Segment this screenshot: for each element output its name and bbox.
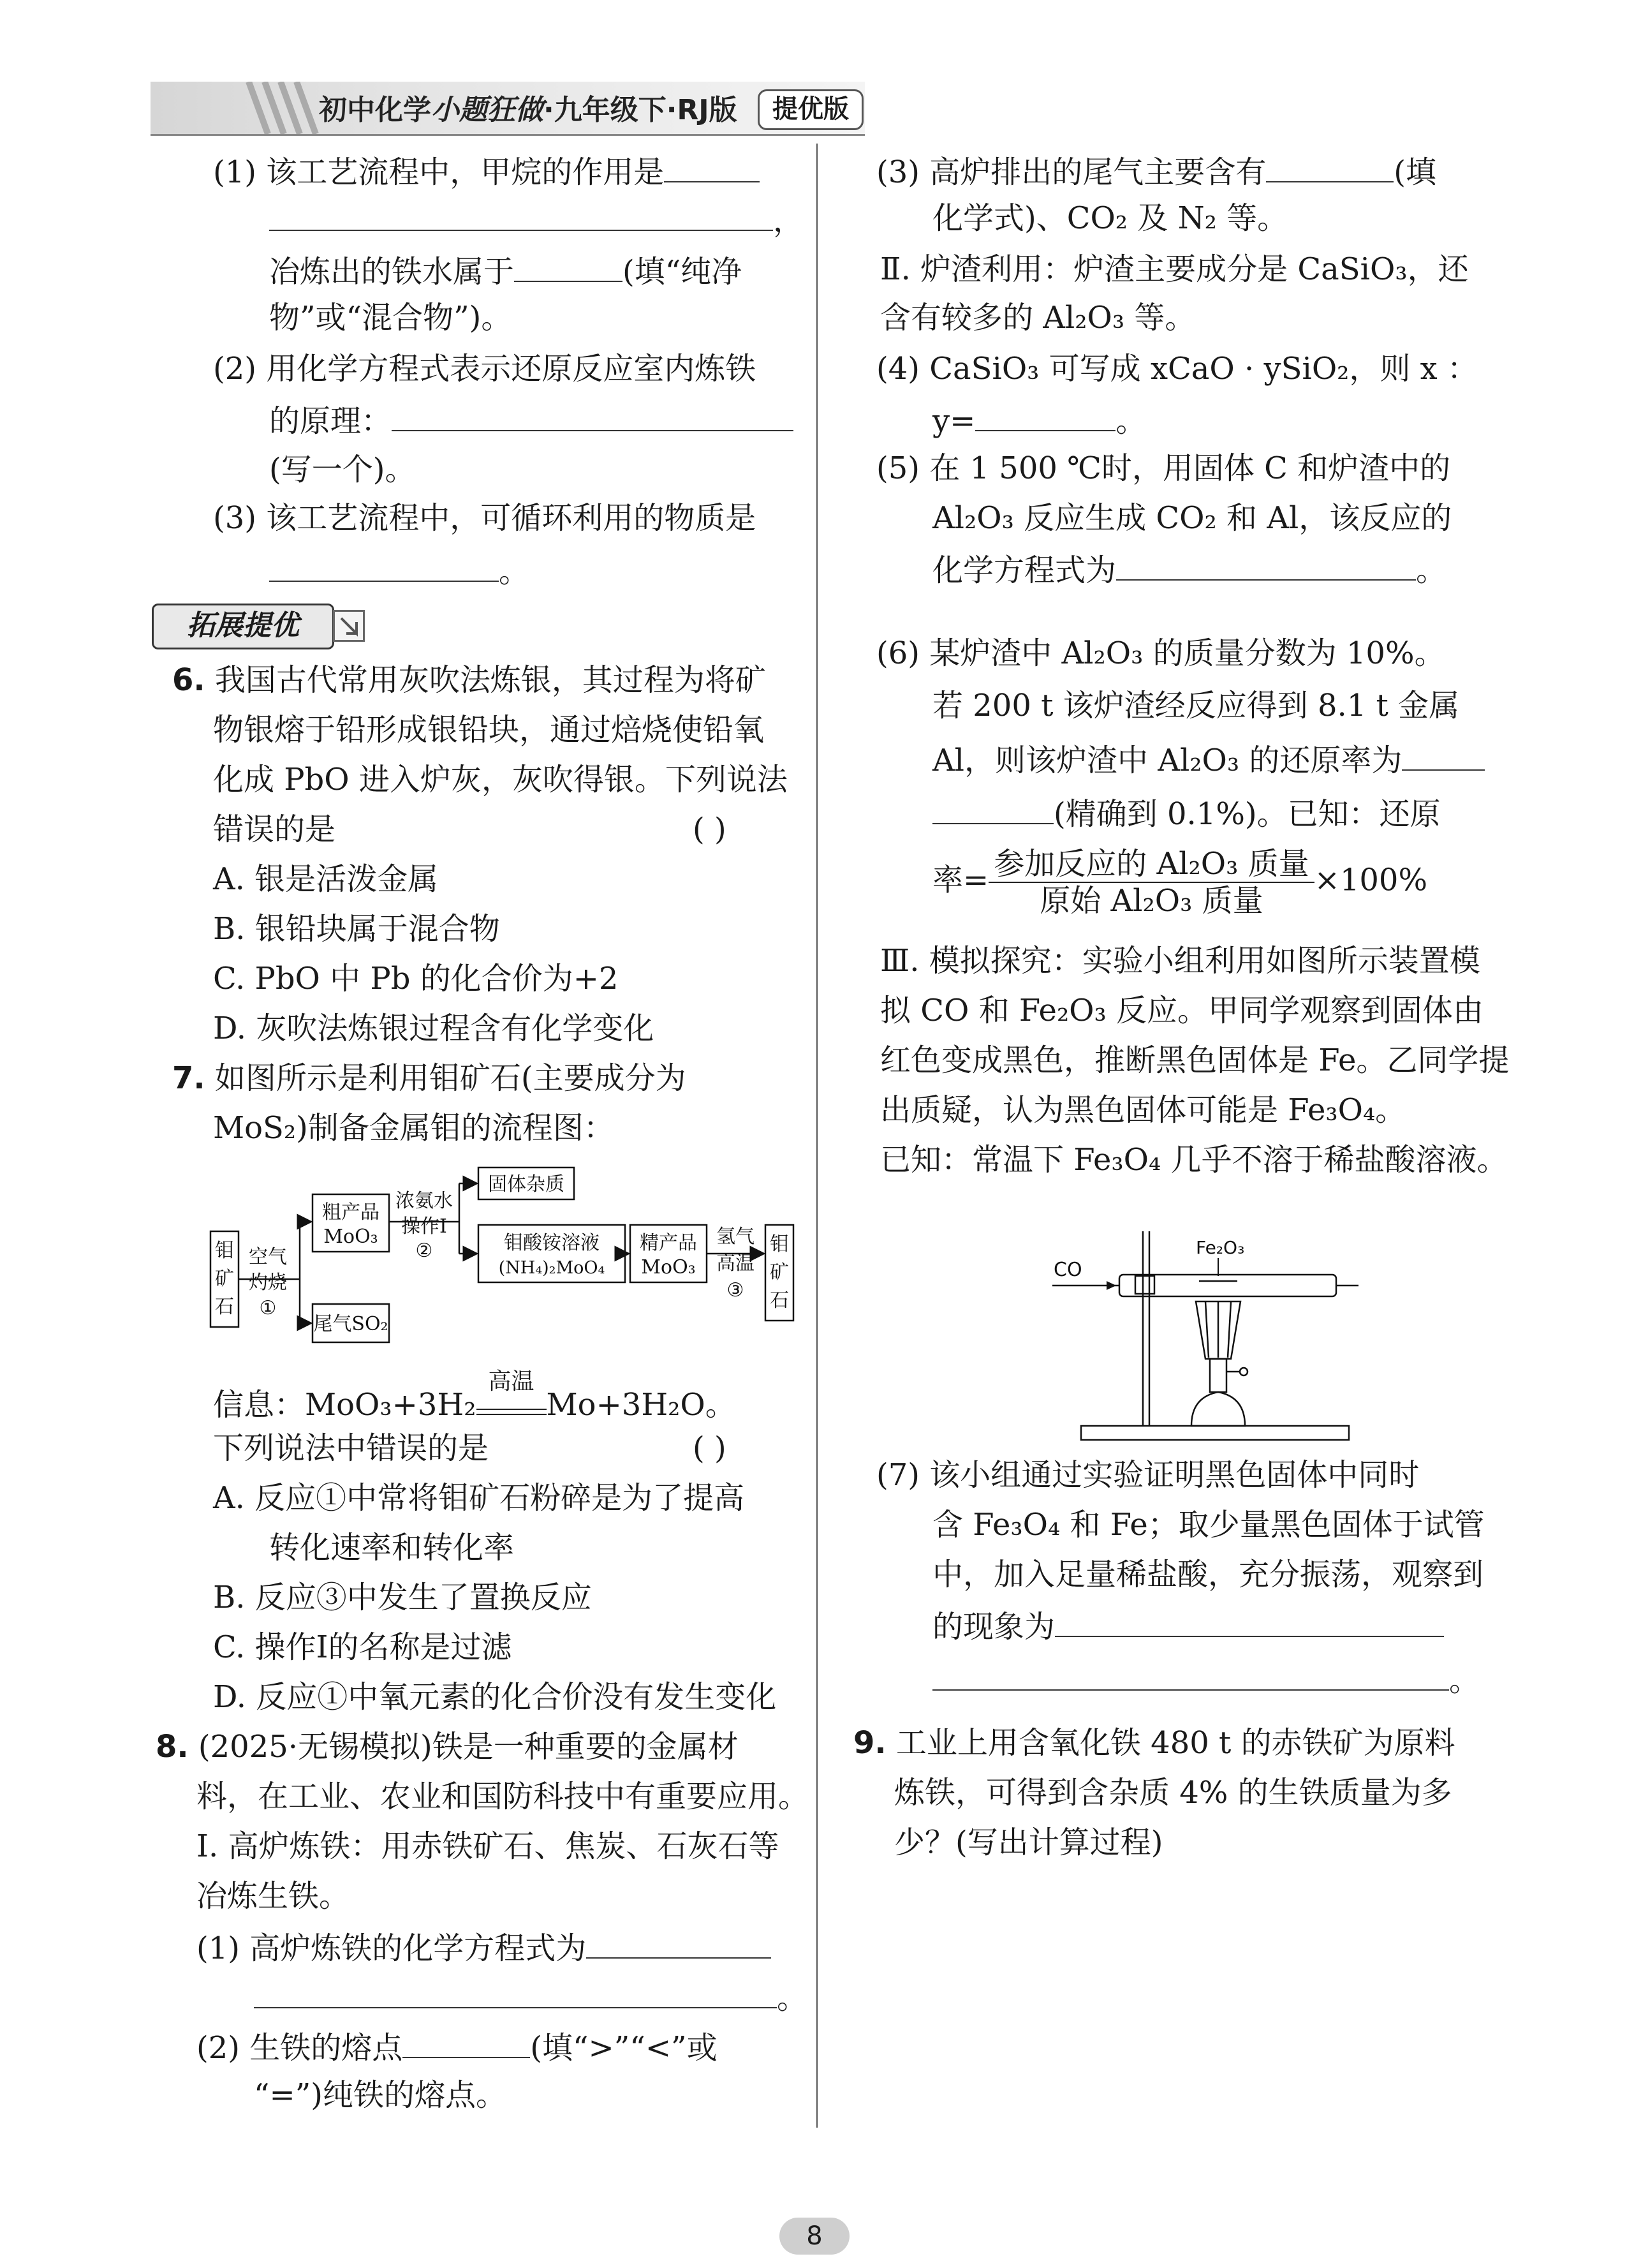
header-stripes-icon [242,82,319,134]
q8-part7-line5: 。 [932,1659,1480,1700]
flow-ore-text-3: 石 [215,1296,234,1318]
q7-option-a-line2: 转化速率和转化率 [269,1530,515,1566]
q8-section3-line1: Ⅲ. 模拟探究：实验小组利用如图所示装置模 [880,943,1480,979]
q8-line4: 冶炼生铁。 [196,1878,350,1914]
answer-blank[interactable] [1402,739,1485,771]
q8-part1-line1: (1) 高炉炼铁的化学方程式为 [196,1927,771,1968]
q8-section3-line3: 红色变成黑色，推断黑色固体是 Fe。乙同学提 [880,1042,1510,1078]
flow-step2-text-1: 浓氨水 [395,1190,453,1212]
flow-product-text-3: 石 [770,1289,789,1312]
flow-solution-text-2: (NH₄)₂MoO₄ [498,1258,605,1278]
q6-line2: 物银熔于铅形成银铅块，通过焙烧使铅氧 [213,712,765,748]
q5-part1-line3: 冶炼出的铁水属于 (填“纯净 [269,250,742,291]
co-reduction-apparatus [1046,1212,1454,1448]
q5-part1-line1: (1) 该工艺流程中，甲烷的作用是 [213,151,760,191]
q5-part1-line4: 物”或“混合物”)。 [269,300,512,336]
q8-part6-line4: (精确到 0.1%)。已知：还原 [932,792,1441,833]
q8-section2-line2: 含有较多的 Al₂O₃ 等。 [880,300,1196,336]
answer-blank[interactable] [392,399,793,431]
q8-section3-line4: 出质疑，认为黑色固体可能是 Fe₃O₄。 [880,1092,1406,1128]
q7-option-c: C. 操作Ⅰ的名称是过滤 [213,1629,512,1665]
q6-option-a: A. 银是活泼金属 [213,861,439,897]
flow-fine-text-1: 精产品 [640,1232,697,1254]
q7-line1: 7. 如图所示是利用钼矿石(主要成分为 [172,1060,686,1096]
q5-part2-line3: (写一个)。 [269,452,416,487]
answer-blank[interactable] [1055,1605,1444,1637]
flow-step3-text-2: 高温 [716,1252,755,1275]
q8-part4-line2: y= 。 [932,399,1146,440]
q6-option-b: B. 银铅块属于混合物 [213,911,500,947]
co-label: CO [1054,1259,1082,1281]
flow-solution-text-1: 钼酸铵溶液 [504,1232,600,1254]
flow-product-text-1: 钼 [770,1233,789,1256]
flow-step2-text-3: ② [415,1240,433,1262]
formula-numerator: 参加反应的 Al₂O₃ 质量 [989,846,1314,883]
q8-part1-line2: 。 [254,1976,807,2017]
answer-blank[interactable] [975,399,1115,431]
answer-blank[interactable] [664,151,760,182]
q8-part6-line3: Al，则该炉渣中 Al₂O₃ 的还原率为 [932,739,1485,780]
q8-section2-line1: Ⅱ. 炉渣利用：炉渣主要成分是 CaSiO₃，还 [880,251,1469,287]
q8-part2-line1: (2) 生铁的熔点 (填“>”“<”或 [196,2026,718,2067]
q6-line4: 错误的是 [213,812,336,847]
flow-gas-text: 尾气SO₂ [313,1313,388,1335]
q7-option-d: D. 反应①中氧元素的化合价没有发生变化 [213,1679,777,1715]
q8-part5-line2: Al₂O₃ 反应生成 CO₂ 和 Al，该反应的 [932,500,1452,536]
arrow-icon [333,610,365,642]
q5-part1-line2: ， [269,199,804,240]
q5-part3-line1: (3) 该工艺流程中，可循环利用的物质是 [213,500,756,536]
q8-line2: 料，在工业、农业和国防科技中有重要应用。 [196,1779,809,1814]
formula-denominator: 原始 Al₂O₃ 质量 [1040,883,1263,919]
molybdenum-flow-diagram [204,1161,804,1365]
q6-option-c: C. PbO 中 Pb 的化合价为+2 [213,961,619,997]
q7-line2: MoS₂)制备金属钼的流程图： [213,1110,614,1146]
answer-blank[interactable] [932,1659,1449,1691]
q6-answer-paren[interactable]: ( ) [693,812,726,847]
q8-part5-line3: 化学方程式为 。 [932,549,1447,589]
q8-part7-line4: 的现象为 [932,1605,1444,1646]
flow-step1-text-1: 空气 [249,1246,287,1268]
q8-part7-line3: 中，加入足量稀盐酸，充分振荡，观察到 [932,1557,1484,1592]
q6-option-d: D. 灰吹法炼银过程含有化学变化 [213,1011,654,1046]
answer-blank[interactable] [1266,151,1394,182]
flow-product-text-2: 矿 [770,1261,789,1284]
q8-part7-line1: (7) 该小组通过实验证明黑色固体中同时 [876,1457,1420,1493]
section-title: 拓展提优 [152,604,334,649]
edition-badge: 提优版 [758,89,864,130]
flow-impurity-text: 固体杂质 [488,1173,564,1196]
flow-crude-text-2: MoO₃ [323,1226,378,1248]
q8-part7-line2: 含 Fe₃O₄ 和 Fe；取少量黑色固体于试管 [932,1507,1485,1543]
fe2o3-label: Fe₂O₃ [1196,1237,1245,1258]
q6-line3: 化成 PbO 进入炉灰，灰吹得银。下列说法 [213,762,788,797]
flow-fine-text-2: MoO₃ [641,1256,696,1279]
page-number: 8 [779,2218,850,2255]
reduction-rate-formula: 率= $\frac{\text{参加反应的 Al₂O₃ 质量}}{\text{原始 Al₂O₃ 质量}}$ ×100% [932,846,1428,919]
q8-part2-line2: “=”)纯铁的熔点。 [254,2077,507,2113]
flow-crude-text-1: 粗产品 [322,1201,379,1224]
flow-ore-text-1: 钼 [215,1240,234,1262]
answer-blank[interactable] [402,2026,530,2058]
q9-line1: 9. 工业上用含氧化铁 480 t 的赤铁矿为原料 [853,1725,1455,1761]
q8-section3-line5: 已知：常温下 Fe₃O₄ 几乎不溶于稀盐酸溶液。 [880,1142,1508,1178]
q7-option-b: B. 反应③中发生了置换反应 [213,1580,592,1615]
header-title: 初中化学小题狂做·九年级下·RJ版 [319,94,737,126]
answer-blank[interactable] [269,550,499,582]
q7-option-a-line1: A. 反应①中常将钼矿石粉碎是为了提高 [213,1480,745,1516]
q8-part3-line2: 化学式)、CO₂ 及 N₂ 等。 [932,200,1288,236]
q8-line1: 8. (2025·无锡模拟)铁是一种重要的金属材 [156,1729,739,1765]
answer-blank[interactable] [586,1927,771,1959]
flow-step2-text-2: 操作Ⅰ [401,1215,447,1238]
q8-line3: Ⅰ. 高炉炼铁：用赤铁矿石、焦炭、石灰石等 [196,1828,779,1864]
q8-part3-line1: (3) 高炉排出的尾气主要含有 (填 [876,151,1436,191]
flow-ore-text-2: 矿 [215,1268,234,1290]
flow-step3-text-3: ③ [726,1279,744,1301]
flow-step3-text-1: 氢气 [716,1226,755,1248]
answer-blank[interactable] [932,792,1054,824]
flow-step1-text-3: ① [259,1297,277,1319]
header-rule [151,134,865,136]
q5-part2-line1: (2) 用化学方程式表示还原反应室内炼铁 [213,351,756,387]
answer-blank[interactable] [1116,549,1416,581]
q6-line1: 6. 我国古代常用灰吹法炼银，其过程为将矿 [172,662,766,698]
q9-line3: 少？(写出计算过程) [894,1825,1163,1860]
q7-question: 下列说法中错误的是 [213,1430,489,1466]
q9-line2: 炼铁，可得到含杂质 4% 的生铁质量为多 [894,1775,1452,1811]
flow-step1-text-2: 灼烧 [249,1271,287,1294]
q8-part5-line1: (5) 在 1 500 ℃时，用固体 C 和炉渣中的 [876,450,1451,486]
answer-blank[interactable] [269,199,773,231]
q7-answer-paren[interactable]: ( ) [693,1430,726,1466]
column-divider [816,144,818,2128]
answer-blank[interactable] [514,250,622,282]
q8-part4-line1: (4) CaSiO₃ 可写成 xCaO · ySiO₂，则 x ： [876,351,1478,387]
q5-part3-line2: 。 [269,550,529,591]
answer-blank[interactable] [254,1976,777,2008]
q8-section3-line2: 拟 CO 和 Fe₂O₃ 反应。甲同学观察到固体由 [880,993,1484,1028]
q5-part2-line2: 的原理： [269,399,793,440]
q8-part6-line1: (6) 某炉渣中 Al₂O₃ 的质量分数为 10%。 [876,635,1445,671]
q8-part6-line2: 若 200 t 该炉渣经反应得到 8.1 t 金属 [932,688,1460,723]
q7-info-line: 信息：MoO₃+3H₂ 高温 Mo+3H₂O。 [213,1368,736,1423]
